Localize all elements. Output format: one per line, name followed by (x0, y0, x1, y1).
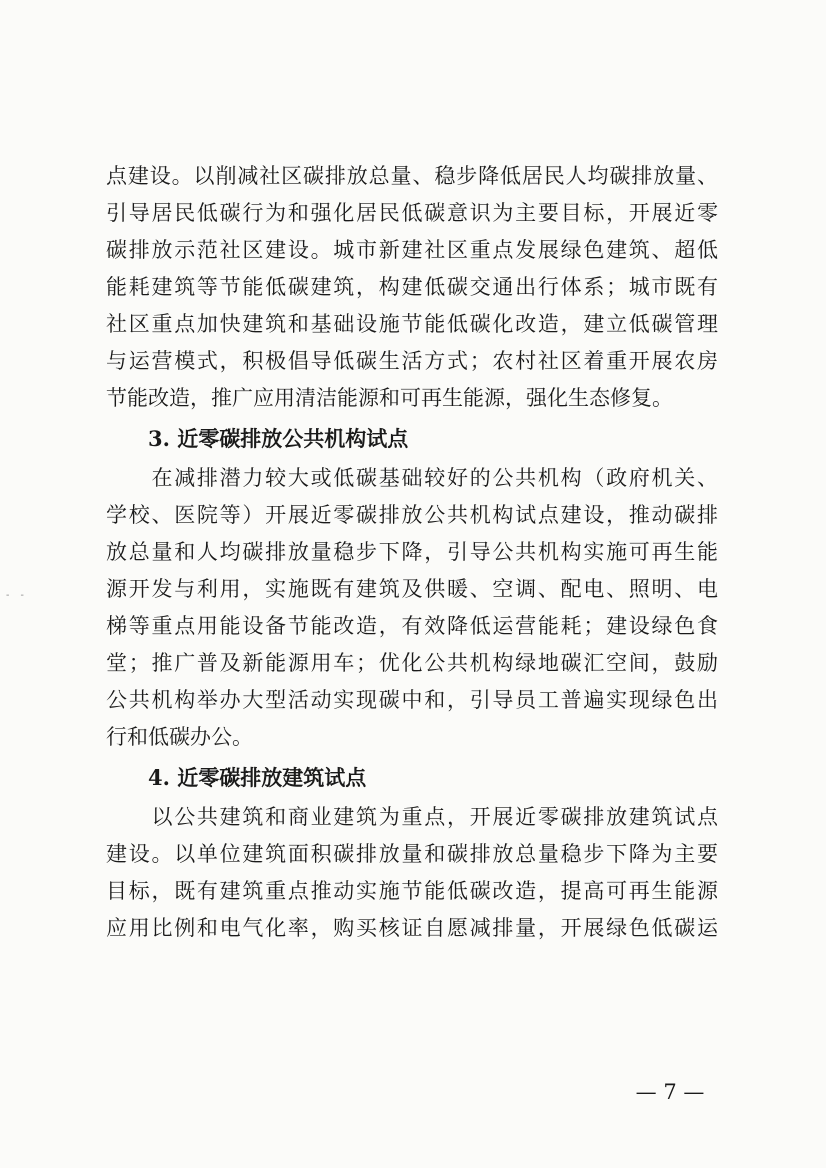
paragraph-community (106, 158, 718, 417)
text-line: 与运营模式，积极倡导低碳生活方式；农村社区着重开展农房 (106, 349, 718, 373)
text-line: 能耗建筑等节能低碳建筑，构建低碳交通出行体系；城市既有 (106, 275, 718, 299)
text-line: 在减排潜力较大或低碳基础较好的公共机构（政府机关、 (106, 466, 718, 490)
text-line: 目标，既有建筑重点推动实施节能低碳改造，提高可再生能源 (106, 879, 718, 903)
text-line: 源开发与利用，实施既有建筑及供暖、空调、配电、照明、电 (106, 577, 718, 601)
text-line: 应用比例和电气化率，购买核证自愿减排量，开展绿色低碳运 (106, 916, 718, 940)
page-number: — 7 — (635, 1080, 705, 1104)
text-line: 节能改造，推广应用清洁能源和可再生能源，强化生态修复。 (106, 386, 673, 410)
text-line: 点建设。以削减社区碳排放总量、稳步降低居民人均碳排放量、 (106, 164, 718, 188)
text-line: 以公共建筑和商业建筑为重点，开展近零碳排放建筑试点 (106, 805, 718, 829)
text-line: 社区重点加快建筑和基础设施节能低碳化改造，建立低碳管理 (106, 312, 718, 336)
section-heading-public-institutions: 3. 近零碳排放公共机构试点 (148, 426, 409, 451)
text-line: 梯等重点用能设备节能改造，有效降低运营能耗；建设绿色食 (106, 614, 718, 638)
paragraph-buildings (106, 799, 718, 947)
text-line: 行和低碳办公。 (106, 725, 253, 749)
margin-mark: - - (6, 590, 28, 601)
text-line: 堂；推广普及新能源用车；优化公共机构绿地碳汇空间，鼓励 (106, 651, 718, 675)
section-heading-buildings: 4. 近零碳排放建筑试点 (148, 765, 367, 790)
text-line: 学校、医院等）开展近零碳排放公共机构试点建设，推动碳排 (106, 503, 718, 527)
paragraph-public-institutions (106, 460, 718, 756)
text-line: 放总量和人均碳排放量稳步下降，引导公共机构实施可再生能 (106, 540, 718, 564)
text-line: 碳排放示范社区建设。城市新建社区重点发展绿色建筑、超低 (106, 238, 718, 262)
text-line: 引导居民低碳行为和强化居民低碳意识为主要目标，开展近零 (106, 201, 718, 225)
body-text (106, 158, 718, 947)
text-line: 建设。以单位建筑面积碳排放量和碳排放总量稳步下降为主要 (106, 842, 718, 866)
text-line: 公共机构举办大型活动实现碳中和，引导员工普遍实现绿色出 (106, 688, 718, 712)
